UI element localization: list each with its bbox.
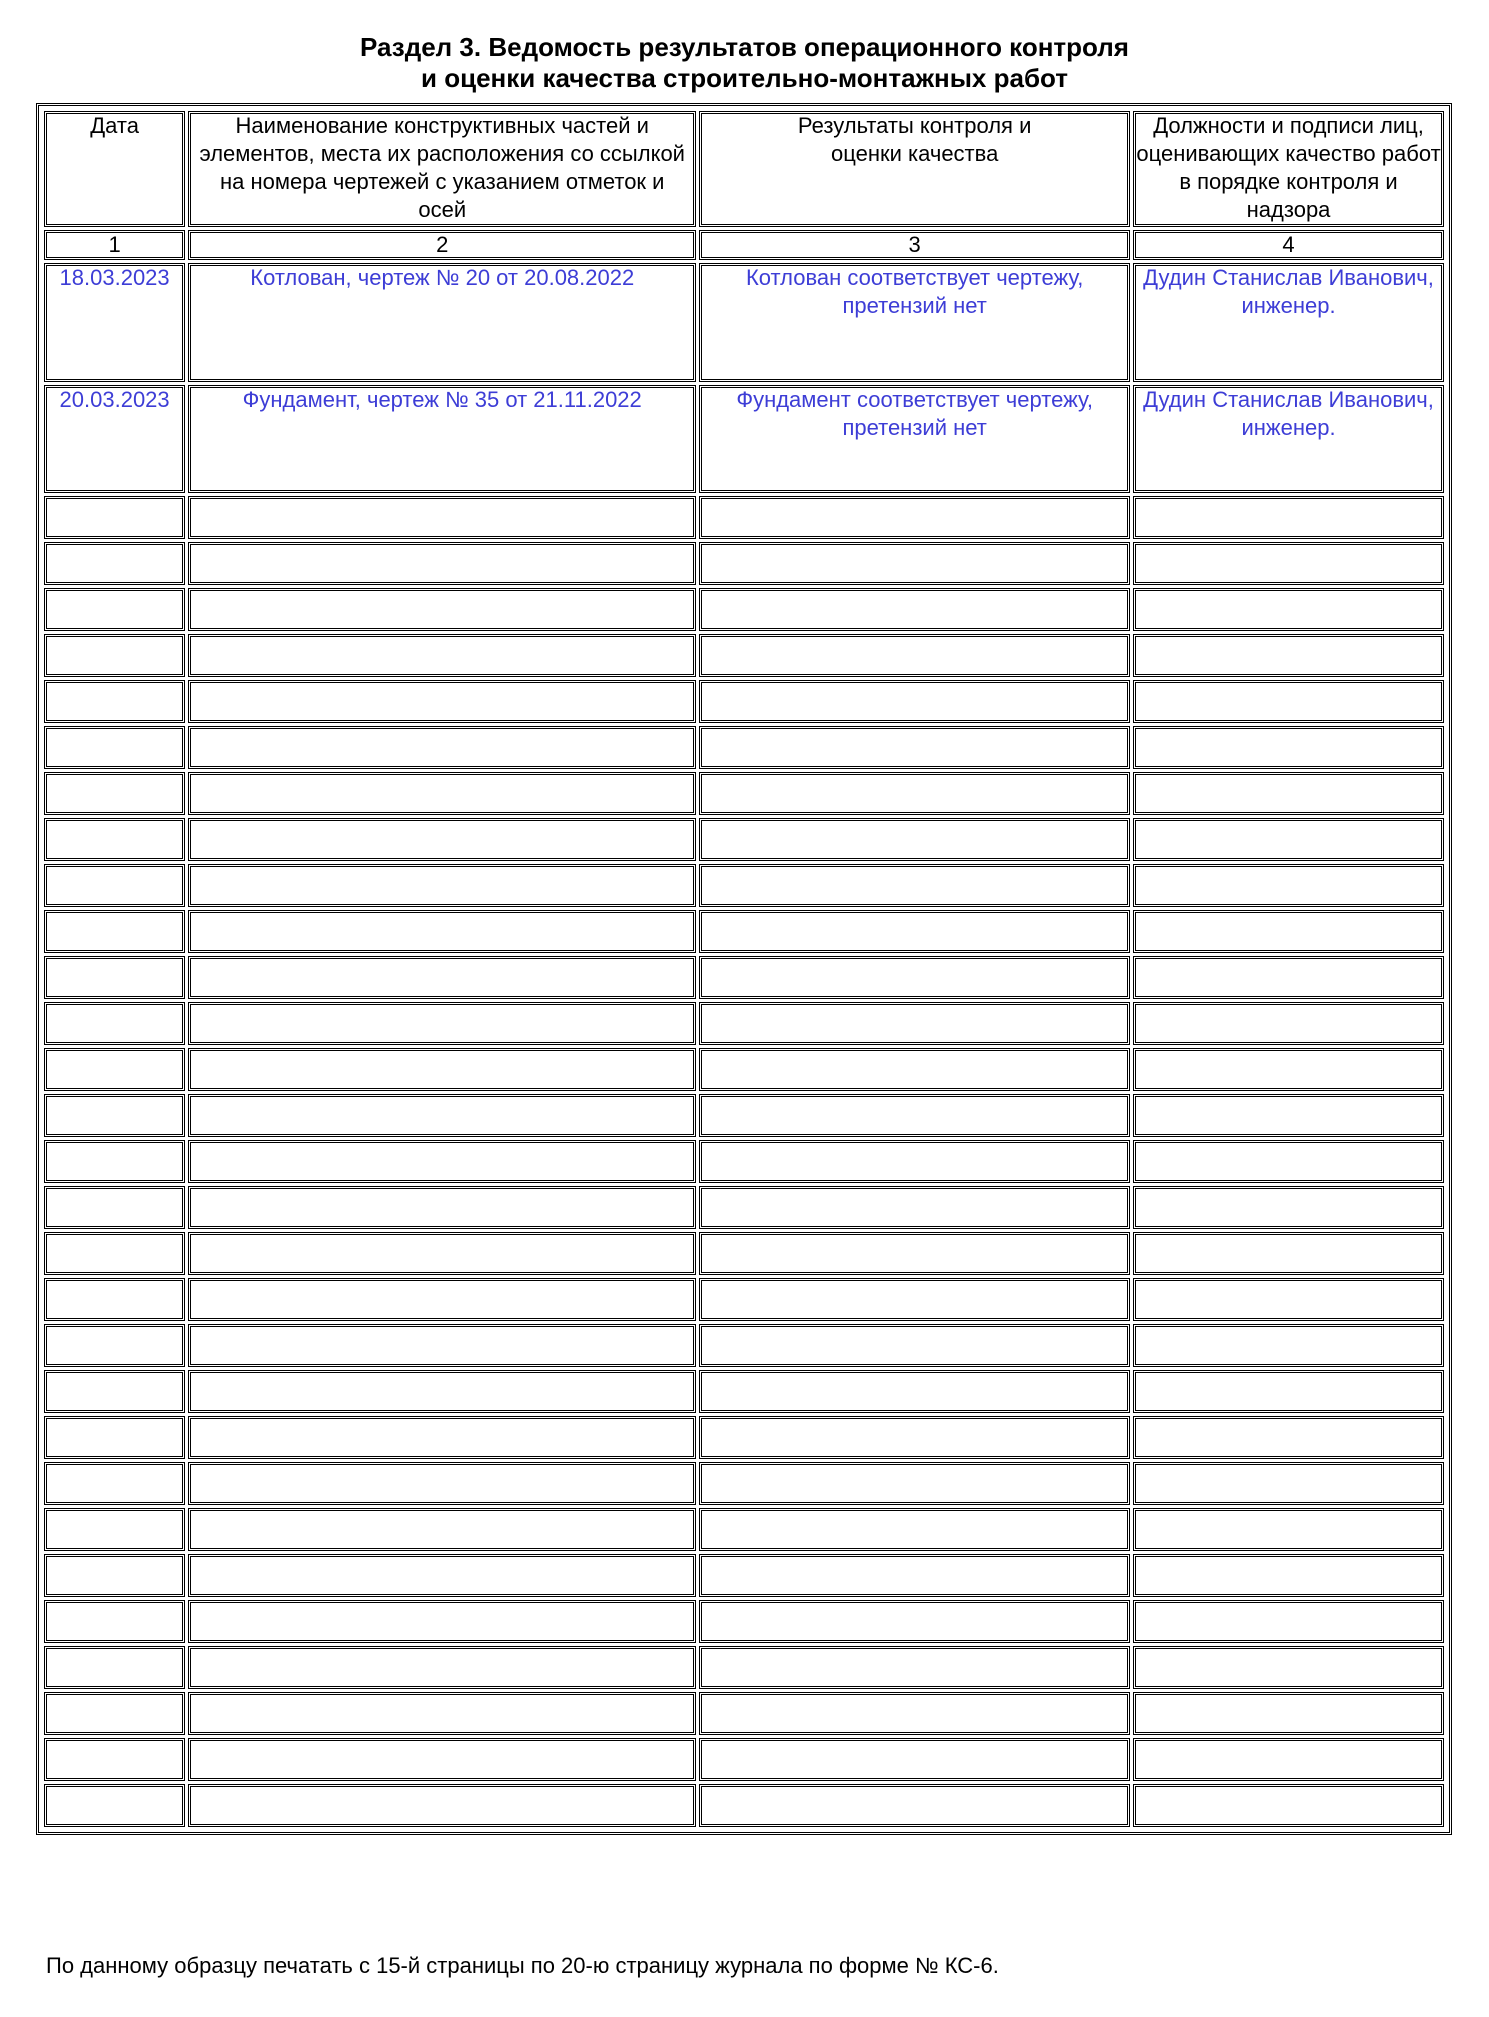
blank-row (44, 910, 1444, 953)
blank-cell-signatory (1133, 1140, 1444, 1183)
blank-cell-result (699, 726, 1130, 769)
blank-cell-element (188, 1094, 696, 1137)
blank-cell-signatory (1133, 864, 1444, 907)
blank-row (44, 1048, 1444, 1091)
blank-row (44, 1508, 1444, 1551)
blank-cell-signatory (1133, 1370, 1444, 1413)
blank-cell-signatory (1133, 1002, 1444, 1045)
header-result: Результаты контроля и оценки качества (699, 111, 1130, 227)
blank-row (44, 864, 1444, 907)
blank-cell-result (699, 1186, 1130, 1229)
blank-row (44, 1324, 1444, 1367)
section-title (0, 32, 1489, 94)
entry-date: 18.03.2023 (44, 263, 185, 382)
blank-cell-result (699, 1508, 1130, 1551)
blank-cell-date (44, 1278, 185, 1321)
blank-cell-date (44, 818, 185, 861)
blank-cell-element (188, 726, 696, 769)
blank-cell-signatory (1133, 726, 1444, 769)
entry-element: Фундамент, чертеж № 35 от 21.11.2022 (188, 385, 696, 493)
table-row (44, 385, 1444, 493)
blank-row (44, 818, 1444, 861)
blank-cell-element (188, 1140, 696, 1183)
blank-cell-signatory (1133, 772, 1444, 815)
blank-row (44, 956, 1444, 999)
blank-cell-date (44, 772, 185, 815)
blank-cell-date (44, 1784, 185, 1827)
blank-cell-result (699, 1554, 1130, 1597)
blank-row (44, 634, 1444, 677)
blank-row (44, 1462, 1444, 1505)
blank-row (44, 542, 1444, 585)
blank-cell-element (188, 864, 696, 907)
blank-cell-result (699, 1646, 1130, 1689)
header-element: Наименование конструктивных частей и элементов, места их расположения со ссылкой на номера чертежей с указанием отметок и осей (188, 111, 696, 227)
blank-cell-element (188, 1508, 696, 1551)
blank-cell-signatory (1133, 588, 1444, 631)
blank-cell-signatory (1133, 1048, 1444, 1091)
blank-cell-signatory (1133, 1554, 1444, 1597)
blank-cell-date (44, 1554, 185, 1597)
blank-cell-element (188, 1600, 696, 1643)
blank-cell-element (188, 1646, 696, 1689)
blank-cell-element (188, 542, 696, 585)
blank-cell-element (188, 772, 696, 815)
blank-row (44, 1600, 1444, 1643)
blank-cell-result (699, 588, 1130, 631)
blank-row (44, 1140, 1444, 1183)
blank-cell-element (188, 634, 696, 677)
blank-row (44, 726, 1444, 769)
column-number-2: 2 (188, 230, 696, 260)
blank-row (44, 1278, 1444, 1321)
blank-row (44, 1416, 1444, 1459)
blank-row (44, 588, 1444, 631)
blank-cell-signatory (1133, 956, 1444, 999)
blank-row (44, 1554, 1444, 1597)
blank-cell-signatory (1133, 1186, 1444, 1229)
blank-cell-result (699, 1462, 1130, 1505)
section-title-line-1: Раздел 3. Ведомость результатов операционного контроля (360, 32, 1129, 62)
blank-cell-result (699, 864, 1130, 907)
blank-cell-result (699, 1048, 1130, 1091)
blank-cell-signatory (1133, 680, 1444, 723)
header-signatory: Должности и подписи лиц, оценивающих качество работ в порядке контроля и надзора (1133, 111, 1444, 227)
blank-cell-result (699, 634, 1130, 677)
blank-cell-signatory (1133, 634, 1444, 677)
quality-control-ledger (36, 103, 1452, 1835)
blank-row (44, 680, 1444, 723)
blank-cell-result (699, 1278, 1130, 1321)
blank-cell-result (699, 496, 1130, 539)
blank-row (44, 1370, 1444, 1413)
blank-row (44, 1692, 1444, 1735)
blank-cell-element (188, 588, 696, 631)
blank-cell-result (699, 1002, 1130, 1045)
blank-cell-date (44, 864, 185, 907)
blank-cell-result (699, 1738, 1130, 1781)
blank-cell-element (188, 818, 696, 861)
blank-cell-signatory (1133, 1232, 1444, 1275)
blank-cell-result (699, 1416, 1130, 1459)
blank-cell-date (44, 1324, 185, 1367)
blank-cell-result (699, 1324, 1130, 1367)
ledger-table (41, 108, 1447, 1830)
blank-cell-date (44, 1462, 185, 1505)
blank-row (44, 1738, 1444, 1781)
blank-cell-result (699, 1692, 1130, 1735)
blank-cell-date (44, 1140, 185, 1183)
blank-row (44, 772, 1444, 815)
blank-cell-date (44, 1738, 185, 1781)
entry-element: Котлован, чертеж № 20 от 20.08.2022 (188, 263, 696, 382)
column-number-row (44, 230, 1444, 260)
blank-cell-signatory (1133, 1784, 1444, 1827)
blank-cell-result (699, 680, 1130, 723)
blank-cell-result (699, 1600, 1130, 1643)
blank-cell-element (188, 1554, 696, 1597)
entry-signatory: Дудин Станислав Иванович, инженер. (1133, 385, 1444, 493)
blank-cell-signatory (1133, 1646, 1444, 1689)
blank-cell-element (188, 910, 696, 953)
blank-cell-date (44, 1186, 185, 1229)
blank-row (44, 496, 1444, 539)
blank-row (44, 1002, 1444, 1045)
column-number-3: 3 (699, 230, 1130, 260)
blank-cell-element (188, 1462, 696, 1505)
blank-cell-signatory (1133, 1600, 1444, 1643)
blank-cell-signatory (1133, 818, 1444, 861)
blank-cell-signatory (1133, 1094, 1444, 1137)
blank-cell-signatory (1133, 1278, 1444, 1321)
blank-cell-date (44, 726, 185, 769)
blank-cell-element (188, 680, 696, 723)
blank-cell-result (699, 542, 1130, 585)
blank-cell-date (44, 910, 185, 953)
blank-cell-element (188, 1186, 696, 1229)
blank-cell-element (188, 1048, 696, 1091)
blank-cell-element (188, 1232, 696, 1275)
blank-cell-signatory (1133, 1416, 1444, 1459)
blank-cell-signatory (1133, 1692, 1444, 1735)
entry-result: Фундамент соответствует чертежу, претензий нет (699, 385, 1130, 493)
blank-cell-element (188, 1738, 696, 1781)
blank-row (44, 1646, 1444, 1689)
blank-cell-date (44, 634, 185, 677)
blank-cell-element (188, 1324, 696, 1367)
blank-cell-date (44, 496, 185, 539)
blank-cell-result (699, 1140, 1130, 1183)
blank-cell-result (699, 956, 1130, 999)
column-number-1: 1 (44, 230, 185, 260)
blank-cell-date (44, 1002, 185, 1045)
blank-cell-date (44, 1370, 185, 1413)
blank-cell-date (44, 1416, 185, 1459)
blank-cell-element (188, 1002, 696, 1045)
blank-cell-element (188, 1278, 696, 1321)
blank-cell-result (699, 1370, 1130, 1413)
blank-row (44, 1094, 1444, 1137)
header-date: Дата (44, 111, 185, 227)
blank-row (44, 1232, 1444, 1275)
blank-cell-signatory (1133, 910, 1444, 953)
blank-cell-signatory (1133, 1738, 1444, 1781)
blank-cell-result (699, 818, 1130, 861)
blank-cell-result (699, 772, 1130, 815)
entry-result: Котлован соответствует чертежу, претензий нет (699, 263, 1130, 382)
blank-cell-element (188, 956, 696, 999)
section-title-line-2: и оценки качества строительно-монтажных работ (421, 63, 1068, 93)
blank-cell-signatory (1133, 542, 1444, 585)
blank-cell-date (44, 956, 185, 999)
blank-cell-date (44, 1508, 185, 1551)
table-row (44, 263, 1444, 382)
entry-date: 20.03.2023 (44, 385, 185, 493)
blank-cell-date (44, 588, 185, 631)
blank-row (44, 1186, 1444, 1229)
blank-cell-signatory (1133, 1508, 1444, 1551)
blank-cell-date (44, 1232, 185, 1275)
blank-cell-element (188, 1692, 696, 1735)
blank-cell-signatory (1133, 496, 1444, 539)
entry-signatory: Дудин Станислав Иванович, инженер. (1133, 263, 1444, 382)
blank-row (44, 1784, 1444, 1827)
blank-cell-result (699, 910, 1130, 953)
blank-cell-signatory (1133, 1324, 1444, 1367)
blank-cell-result (699, 1094, 1130, 1137)
print-instruction-note: По данному образцу печатать с 15-й страницы по 20-ю страницу журнала по форме № КС-6. (46, 1953, 999, 1978)
blank-cell-date (44, 1600, 185, 1643)
blank-cell-signatory (1133, 1462, 1444, 1505)
blank-cell-date (44, 1048, 185, 1091)
blank-cell-date (44, 542, 185, 585)
header-row (44, 111, 1444, 227)
blank-cell-date (44, 1646, 185, 1689)
blank-cell-element (188, 1416, 696, 1459)
blank-cell-element (188, 1784, 696, 1827)
blank-cell-element (188, 1370, 696, 1413)
blank-cell-date (44, 680, 185, 723)
blank-cell-result (699, 1784, 1130, 1827)
blank-cell-date (44, 1692, 185, 1735)
blank-cell-element (188, 496, 696, 539)
column-number-4: 4 (1133, 230, 1444, 260)
blank-cell-result (699, 1232, 1130, 1275)
blank-cell-date (44, 1094, 185, 1137)
